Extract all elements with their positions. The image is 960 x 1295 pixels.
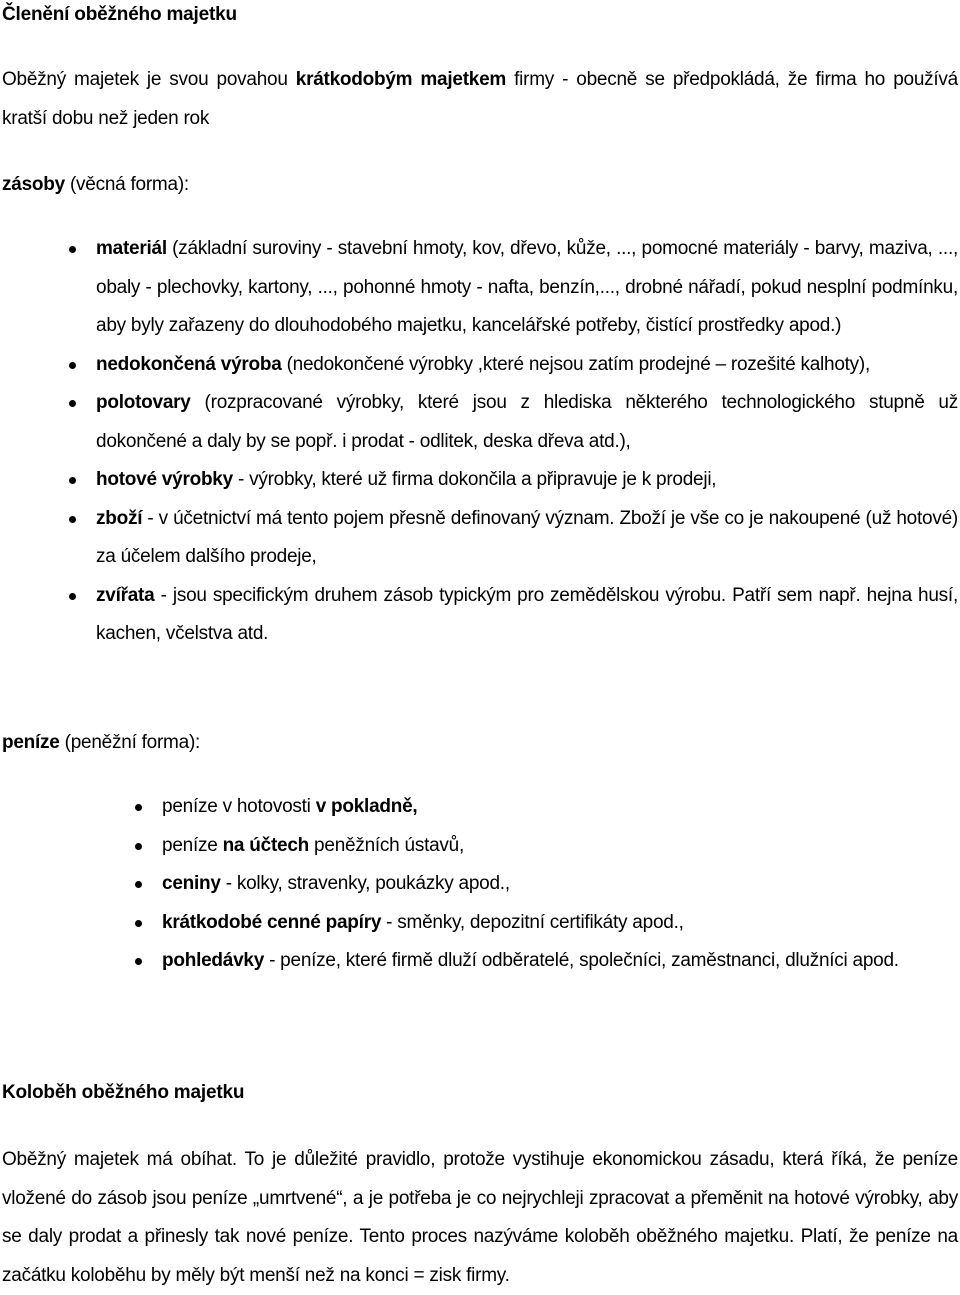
bullet-icon	[135, 920, 142, 927]
bold-term: zboží	[96, 507, 143, 529]
text-run: - směnky, depozitní certifikáty apod.,	[381, 911, 684, 933]
bold-term: krátkodobé cenné papíry	[162, 911, 382, 933]
bullet-icon	[135, 804, 142, 811]
zasoby-label	[2, 166, 958, 205]
bold-term: v pokladně,	[315, 796, 418, 817]
bullet-icon	[69, 593, 76, 600]
text-run: (nedokončené výrobky ,které nejsou zatím prodejné – rozešité kalhoty),	[281, 353, 871, 375]
list-item	[96, 577, 958, 654]
bold-term: zásoby	[2, 174, 65, 195]
list-item	[162, 904, 958, 943]
bold-term: na účtech	[222, 834, 310, 856]
kolobeh-paragraph: Oběžný majetek má obíhat. To je důležité pravidlo, protože vystihuje ekonomickou zásadu, která říká, že peníze vložené do zásob jsou peníze „umrtvené“, a je potřeba je co nejrychleji zpracovat a přeměnit na hotové výrobky, aby se daly prodat a přinesly tak nové peníze. Tento proces nazýváme koloběh oběžného majetku. Platí, že peníze na začátku koloběhu by měly být menší než na konci = zisk firmy.	[2, 1149, 958, 1286]
text-run: (věcná forma):	[64, 174, 189, 195]
intro-paragraph	[2, 61, 958, 138]
text-run: firmy - obecně se předpokládá, že firma ho používá kratší dobu než jeden rok	[2, 69, 959, 129]
list-item	[162, 942, 958, 981]
text-run: peníze	[162, 834, 223, 856]
text-run: - kolky, stravenky, poukázky apod.,	[220, 873, 510, 894]
bullet-icon	[69, 477, 76, 484]
bold-term: krátkodobým majetkem	[295, 69, 507, 90]
bold-term: polotovary	[96, 392, 191, 413]
bullet-icon	[69, 400, 76, 407]
list-item	[96, 384, 958, 461]
list-item	[162, 788, 958, 827]
bold-term: materiál	[96, 238, 167, 259]
text-run: (rozpracované výrobky, které jsou z hlediska některého technologického stupně už dokončené a daly by se popř. i prodat - odlitek, deska dřeva atd.),	[96, 392, 958, 452]
bullet-icon	[135, 881, 142, 888]
list-item	[96, 346, 958, 385]
bullet-icon	[135, 958, 142, 965]
text-run: (peněžní forma):	[59, 732, 201, 753]
text-run: - jsou specifickým druhem zásob typickým pro zemědělskou výrobu. Patří sem např. hejna husí, kachen, včelstva atd.	[96, 584, 958, 644]
text-run: - v účetnictví má tento pojem přesně definovaný význam. Zboží je vše co je nakoupené (už hotové) za účelem dalšího prodeje,	[96, 507, 958, 567]
bold-term: hotové výrobky	[96, 469, 233, 490]
list-item	[96, 500, 958, 577]
bullet-icon	[69, 246, 76, 253]
bold-term: nedokončená výroba	[96, 353, 282, 375]
zasoby-list	[96, 230, 958, 654]
text-run: peníze v hotovosti	[162, 796, 316, 817]
bold-term: ceniny	[162, 873, 221, 894]
section-title-cleneni: Členění oběžného majetku	[2, 4, 237, 25]
bold-term: peníze	[2, 732, 60, 753]
bullet-icon	[69, 362, 76, 369]
text-run: Oběžný majetek je svou povahou	[2, 69, 296, 90]
bullet-icon	[135, 843, 142, 850]
bold-term: zvířata	[96, 584, 155, 606]
list-item	[162, 827, 958, 866]
text-run: (základní suroviny - stavební hmoty, kov, dřevo, kůže, ..., pomocné materiály - barvy, maziva, ..., obaly - plechovky, kartony, ..., pohonné hmoty - nafta, benzín,..., drobné nářadí, pokud nesplní podmínku, aby byly zařazeny do dlouhodobého majetku, kancelářské potřeby, čistící prostředky apod.)	[96, 238, 958, 336]
text-run: - peníze, které firmě dluží odběratelé, společníci, zaměstnanci, dlužníci apod.	[264, 950, 899, 971]
bullet-icon	[69, 516, 76, 523]
text-run: peněžních ústavů,	[309, 834, 465, 856]
list-item	[96, 461, 958, 500]
list-item	[162, 865, 958, 904]
text-run: - výrobky, které už firma dokončila a připravuje je k prodeji,	[232, 469, 717, 490]
section-title-kolobeh: Koloběh oběžného majetku	[2, 1082, 245, 1103]
list-item	[96, 230, 958, 346]
penize-label	[2, 724, 958, 763]
penize-list	[162, 788, 958, 981]
bold-term: pohledávky	[162, 950, 265, 971]
